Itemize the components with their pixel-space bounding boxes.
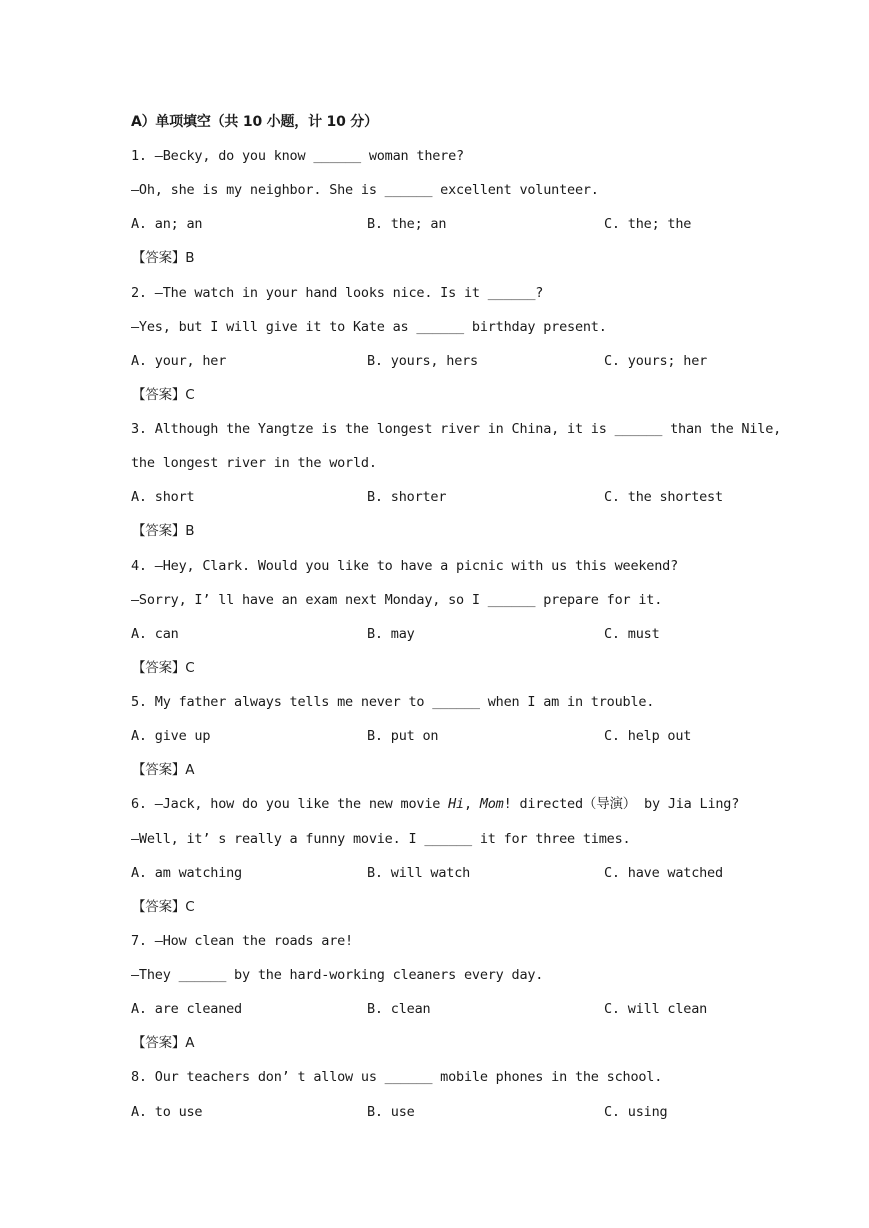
option-b: B. put on <box>367 728 439 744</box>
option-c: C. must <box>604 626 660 642</box>
option-a: A. can <box>131 626 179 642</box>
question-8-options <box>131 1102 668 1122</box>
option-c: C. the shortest <box>604 489 723 505</box>
movie-title-word-2: Mom <box>479 796 504 812</box>
option-a: A. your, her <box>131 353 227 369</box>
answer-value: A <box>185 1035 195 1051</box>
answer-label: 【答案】 <box>132 250 186 266</box>
option-b: B. yours, hers <box>367 353 478 369</box>
answer-4 <box>132 658 194 678</box>
option-c: C. help out <box>604 728 692 744</box>
question-4-options <box>131 624 660 644</box>
option-b: B. shorter <box>367 489 447 505</box>
question-4-line-2: —Sorry, I’ ll have an exam next Monday, so I ______ prepare for it. <box>131 592 663 608</box>
option-a: A. to use <box>131 1104 203 1120</box>
question-5-options <box>131 726 692 746</box>
option-b: B. clean <box>367 1001 431 1017</box>
option-b: B. may <box>367 626 415 642</box>
question-1-line-2: —Oh, she is my neighbor. She is ______ excellent volunteer. <box>131 182 599 198</box>
option-c: C. using <box>604 1104 668 1120</box>
option-a: A. an; an <box>131 216 203 232</box>
movie-title-word-1: Hi <box>448 796 464 812</box>
answer-3 <box>132 521 194 541</box>
option-b: B. will watch <box>367 865 471 881</box>
section-title: A）单项填空（共 10 小题，计 10 分） <box>131 114 378 130</box>
question-1-line-1: 1. —Becky, do you know ______ woman there? <box>131 148 464 164</box>
answer-value: B <box>185 250 195 266</box>
question-6-line-2: —Well, it’ s really a funny movie. I ______ it for three times. <box>131 831 631 847</box>
question-2-options <box>131 351 708 371</box>
question-2-line-2: —Yes, but I will give it to Kate as ______ birthday present. <box>131 319 607 335</box>
answer-1 <box>132 248 194 268</box>
answer-label: 【答案】 <box>132 387 186 403</box>
answer-2 <box>132 385 194 405</box>
question-3-line-2: the longest river in the world. <box>131 455 377 471</box>
option-c: C. will clean <box>604 1001 708 1017</box>
question-7-options <box>131 999 708 1019</box>
answer-label: 【答案】 <box>132 762 186 778</box>
question-2-line-1: 2. —The watch in your hand looks nice. Is it ______? <box>131 285 544 301</box>
answer-value: B <box>185 523 195 539</box>
option-b: B. use <box>367 1104 415 1120</box>
answer-value: C <box>185 660 195 676</box>
answer-label: 【答案】 <box>132 523 186 539</box>
question-6-options <box>131 863 723 883</box>
question-3-line-1: 3. Although the Yangtze is the longest river in China, it is ______ than the Nile, <box>131 421 782 437</box>
option-a: A. am watching <box>131 865 242 881</box>
question-5-line-1: 5. My father always tells me never to ______ when I am in trouble. <box>131 694 655 710</box>
question-6-text-a: 6. —Jack, how do you like the new movie <box>131 796 449 812</box>
option-c: C. the; the <box>604 216 692 232</box>
answer-value: C <box>185 387 195 403</box>
question-6-text-c: ! directed（导演） by Jia Ling? <box>503 796 740 812</box>
question-6-line-1 <box>131 794 739 814</box>
question-7-line-1: 7. —How clean the roads are! <box>131 933 353 949</box>
answer-7 <box>132 1033 194 1053</box>
answer-value: C <box>185 899 195 915</box>
question-8-line-1: 8. Our teachers don’ t allow us ______ mobile phones in the school. <box>131 1069 663 1085</box>
option-c: C. yours; her <box>604 353 708 369</box>
question-7-line-2: —They ______ by the hard-working cleaners every day. <box>131 967 544 983</box>
answer-label: 【答案】 <box>132 1035 186 1051</box>
option-a: A. give up <box>131 728 211 744</box>
question-6-text-b: , <box>463 796 480 812</box>
option-b: B. the; an <box>367 216 447 232</box>
answer-5 <box>132 760 194 780</box>
answer-6 <box>132 897 194 917</box>
question-3-options <box>131 487 723 507</box>
answer-value: A <box>185 762 195 778</box>
answer-label: 【答案】 <box>132 660 186 676</box>
option-a: A. short <box>131 489 195 505</box>
question-4-line-1: 4. —Hey, Clark. Would you like to have a picnic with us this weekend? <box>131 558 679 574</box>
answer-label: 【答案】 <box>132 899 186 915</box>
option-c: C. have watched <box>604 865 723 881</box>
option-a: A. are cleaned <box>131 1001 242 1017</box>
question-1-options <box>131 214 692 234</box>
